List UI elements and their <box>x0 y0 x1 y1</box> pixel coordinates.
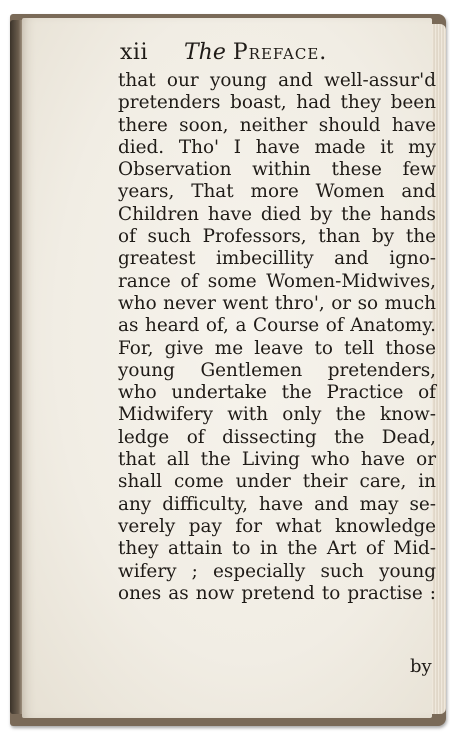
page-number: xii <box>120 40 148 65</box>
text-line: For, give me leave to tell those <box>118 337 436 359</box>
book-page <box>22 18 436 718</box>
text-line: of such Professors, than by the <box>118 226 436 248</box>
running-title-caps: Preface. <box>232 40 328 65</box>
text-line: rance of some Women-Midwives, <box>118 270 436 292</box>
text-line: shall come under their care, in <box>118 471 436 493</box>
text-line: pretenders boast, had they been <box>118 92 436 114</box>
text-line: that our young and well-assur'd <box>118 70 436 91</box>
text-line: Midwifery with only the know- <box>118 404 436 426</box>
text-line: any difficulty, have and may se- <box>118 493 436 515</box>
running-title-italic: The <box>184 40 226 65</box>
book <box>10 14 446 726</box>
text-line: ones as now pretend to practise : <box>118 582 436 604</box>
text-line: greatest imbecillity and igno- <box>118 248 436 270</box>
text-line: who never went thro', or so much <box>118 292 436 314</box>
running-header <box>118 36 418 70</box>
text-line: that all the Living who have or <box>118 449 436 471</box>
catchword: by <box>410 656 432 677</box>
text-line: died. Tho' I have made it my <box>118 136 436 158</box>
body-text <box>118 70 436 605</box>
text-line: verely pay for what knowledge <box>118 515 436 537</box>
running-title <box>184 40 327 65</box>
text-line: wifery ; especially such young <box>118 560 436 582</box>
text-line: Observation within these few <box>118 159 436 181</box>
text-line: young Gentlemen pretenders, <box>118 359 436 381</box>
text-line: Children have died by the hands <box>118 203 436 225</box>
text-line: they attain to in the Art of Mid- <box>118 538 436 560</box>
text-line: there soon, neither should have <box>118 114 436 136</box>
text-line: who undertake the Practice of <box>118 382 436 404</box>
text-line: years, That more Women and <box>118 181 436 203</box>
text-line: as heard of, a Course of Anatomy. <box>118 315 436 337</box>
text-line: ledge of dissecting the Dead, <box>118 426 436 448</box>
